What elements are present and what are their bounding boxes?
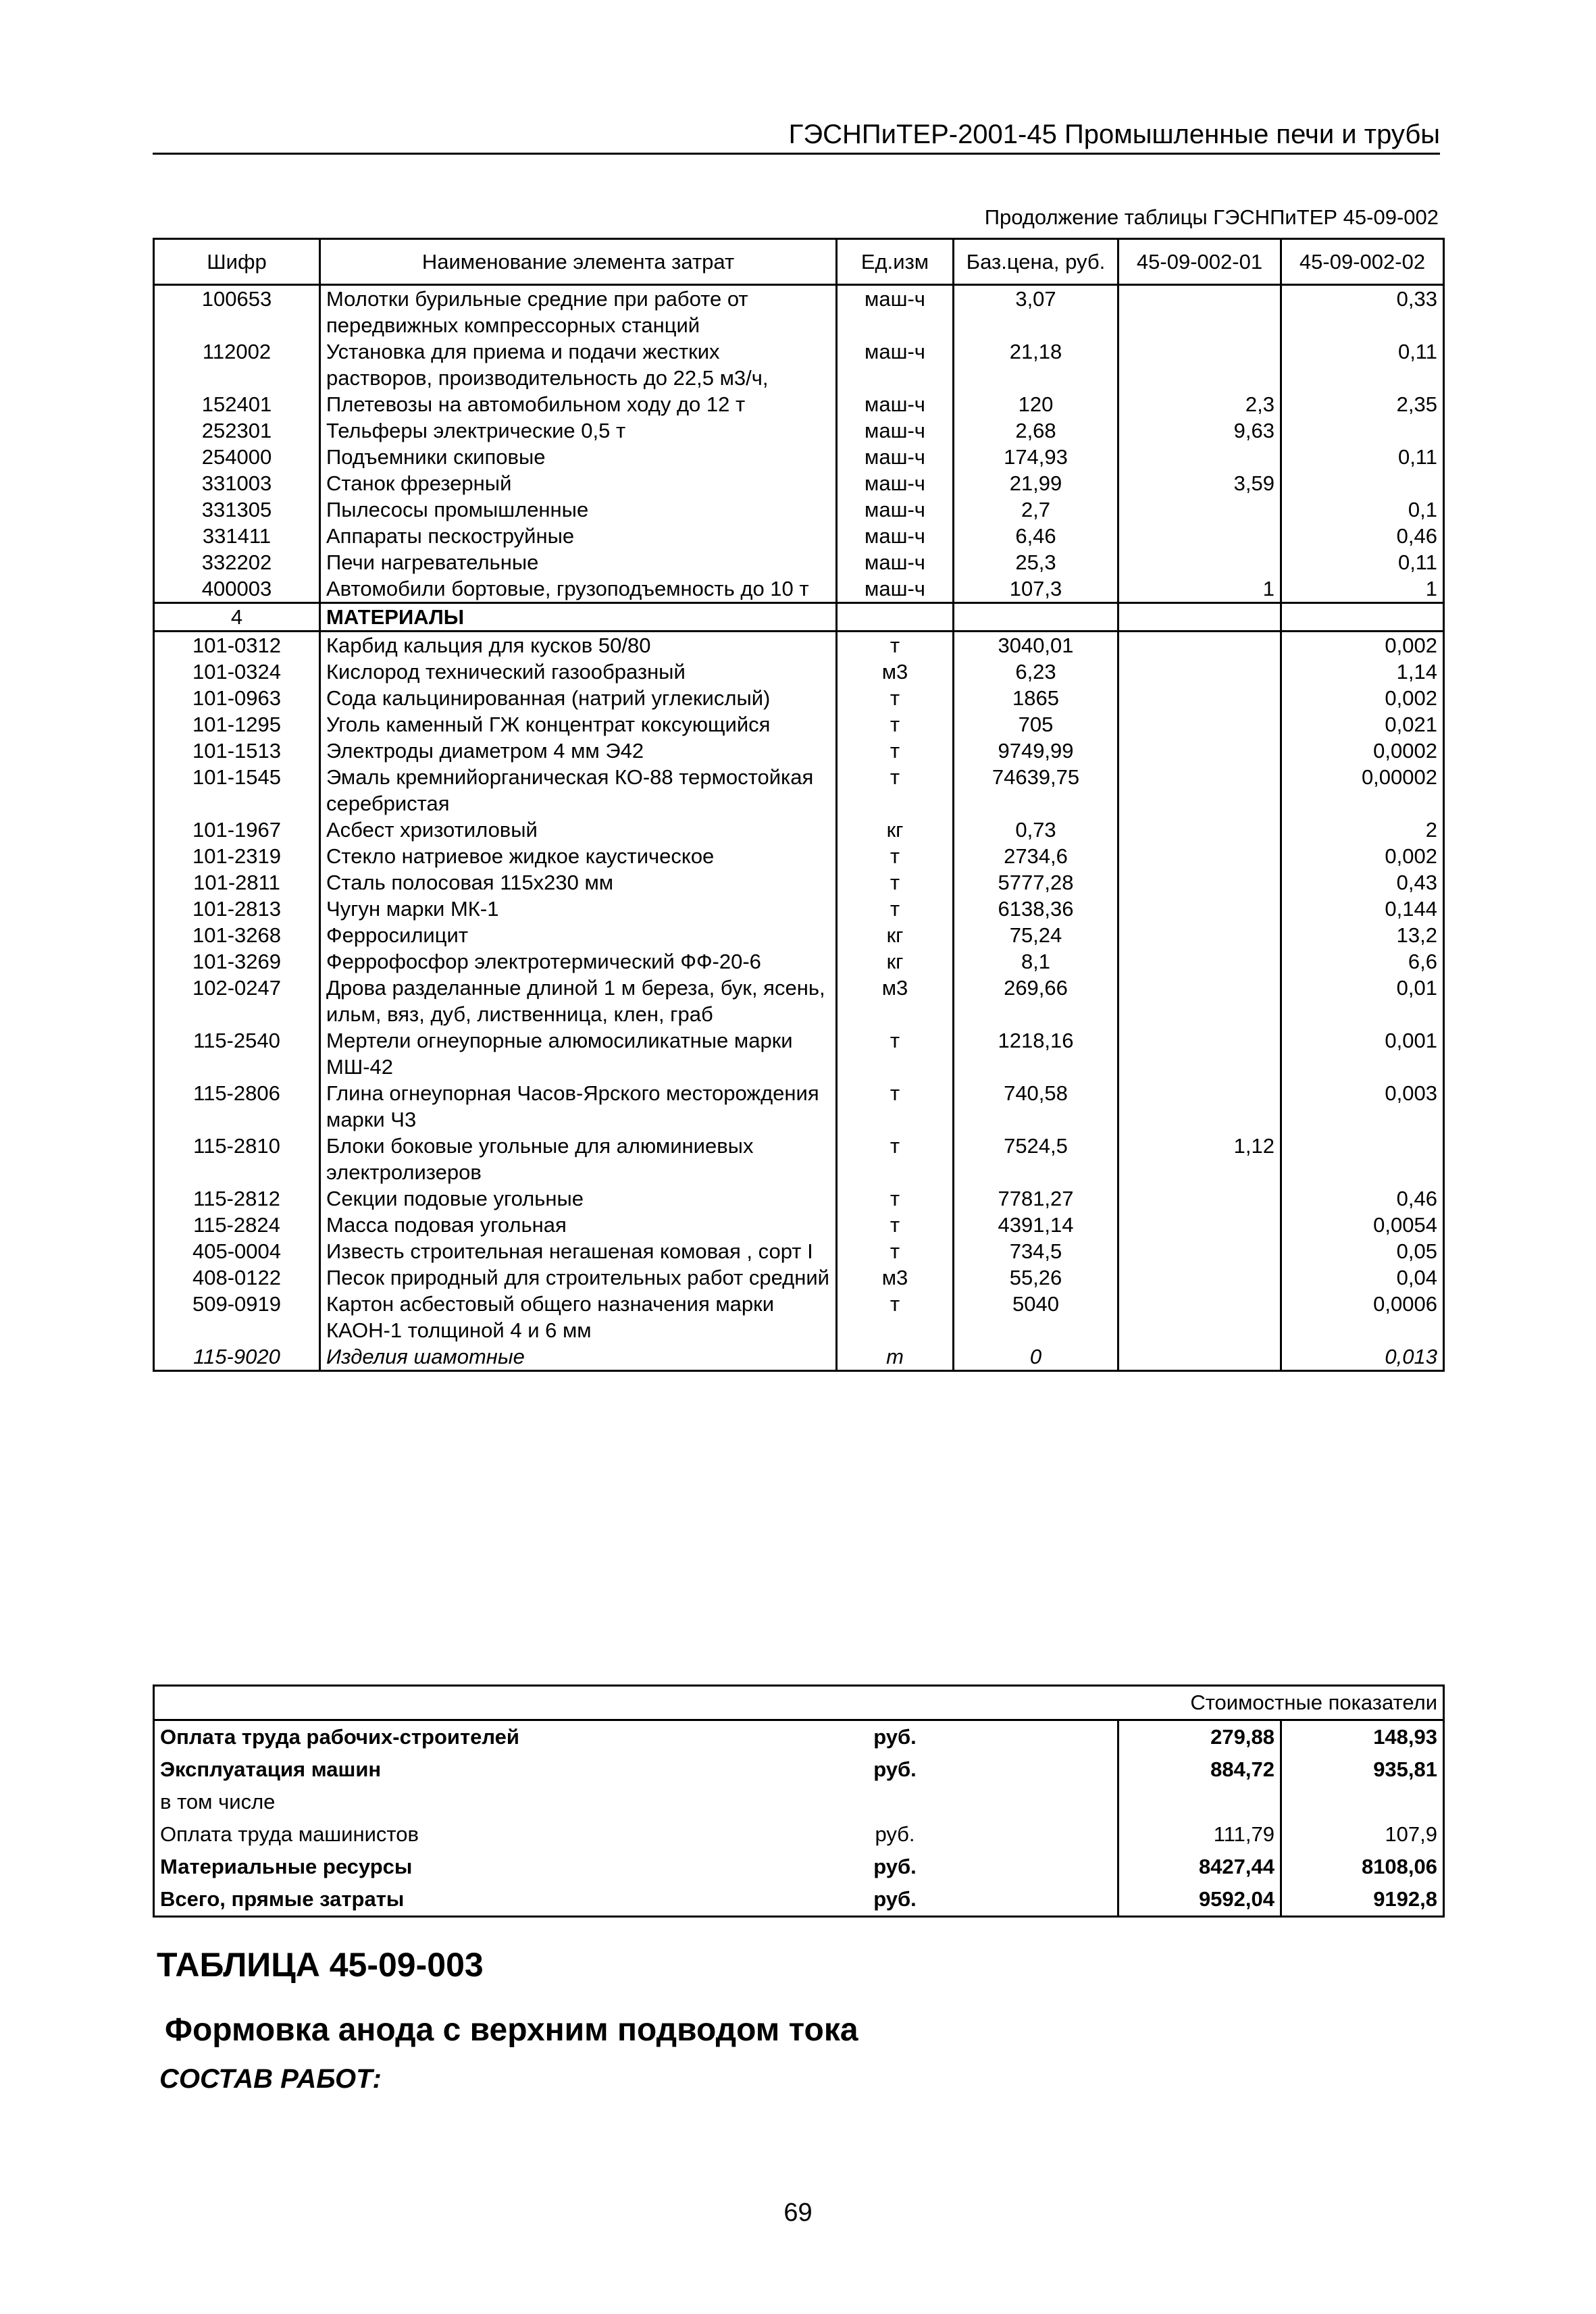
cell-unit: маш-ч (837, 523, 954, 549)
summary-norm-01: 9592,04 (1118, 1883, 1281, 1917)
cell-norm-02 (1281, 417, 1444, 444)
cell-code: 400003 (154, 575, 320, 603)
cell-name: Станок фрезерный (320, 470, 837, 496)
cell-norm-02: 0,11 (1281, 549, 1444, 575)
cell-norm-01 (1118, 922, 1281, 948)
next-table-subtitle: Формовка анода с верхним подводом тока (165, 2012, 858, 2048)
cell-unit: м3 (837, 1264, 954, 1291)
cell-code: 101-3269 (154, 948, 320, 975)
cell-name: Сталь полосовая 115х230 мм (320, 869, 837, 896)
cell-name: Аппараты пескоструйные (320, 523, 837, 549)
cell-name: Глина огнеупорная Часов-Ярского месторождения марки Ч3 (320, 1080, 837, 1133)
cell-name: Мертели огнеупорные алюмосиликатные марки МШ-42 (320, 1027, 837, 1080)
cell-name: Карбид кальция для кусков 50/80 (320, 632, 837, 659)
cell-unit: маш-ч (837, 575, 954, 603)
cell-code: 152401 (154, 391, 320, 417)
cell-price: 8,1 (954, 948, 1118, 975)
cell-price: 2,68 (954, 417, 1118, 444)
col-header-price: Баз.цена, руб. (954, 239, 1118, 285)
summary-spacer (954, 1753, 1118, 1786)
cell-norm-01 (1118, 711, 1281, 738)
cell-price: 1865 (954, 685, 1118, 711)
cell-name: Автомобили бортовые, грузоподъемность до 10 т (320, 575, 837, 603)
cell-price: 174,93 (954, 444, 1118, 470)
cell-name: Известь строительная негашеная комовая , сорт I (320, 1238, 837, 1264)
cell-norm-02: 0,002 (1281, 843, 1444, 869)
table-body (154, 285, 1444, 1371)
table-row (154, 444, 1444, 470)
summary-row (154, 1720, 1444, 1754)
col-header-norm-02: 45-09-002-02 (1281, 239, 1444, 285)
cell-name: Стекло натриевое жидкое каустическое (320, 843, 837, 869)
cell-norm-02: 0,144 (1281, 896, 1444, 922)
table-row (154, 711, 1444, 738)
cell-code: 331003 (154, 470, 320, 496)
cell-norm-01 (1118, 764, 1281, 817)
table-row (154, 1291, 1444, 1343)
table-row (154, 496, 1444, 523)
cell-price: 740,58 (954, 1080, 1118, 1133)
cell-name: Подъемники скиповые (320, 444, 837, 470)
cell-name: Сода кальцинированная (натрий углекислый) (320, 685, 837, 711)
resource-table (153, 238, 1445, 1372)
cell-norm-02: 6,6 (1281, 948, 1444, 975)
cell-unit: маш-ч (837, 285, 954, 339)
cell-norm-02: 0,0006 (1281, 1291, 1444, 1343)
cell-unit: т (837, 738, 954, 764)
summary-norm-02: 148,93 (1281, 1720, 1444, 1754)
cell-norm-02: 0,0002 (1281, 738, 1444, 764)
cell-unit: т (837, 1291, 954, 1343)
table-row (154, 948, 1444, 975)
cell-norm-01 (1118, 1238, 1281, 1264)
cell-name: Тельферы электрические 0,5 т (320, 417, 837, 444)
cell-norm-02 (1281, 470, 1444, 496)
cell-norm-02: 0,05 (1281, 1238, 1444, 1264)
table-row (154, 738, 1444, 764)
cell-price: 4391,14 (954, 1212, 1118, 1238)
cell-price (954, 603, 1118, 632)
cell-norm-02: 0,11 (1281, 338, 1444, 391)
cell-norm-02: 0,002 (1281, 632, 1444, 659)
cell-norm-01 (1118, 896, 1281, 922)
cell-name: МАТЕРИАЛЫ (320, 603, 837, 632)
summary-norm-01 (1118, 1786, 1281, 1818)
cell-unit: т (837, 711, 954, 738)
cell-unit: т (837, 869, 954, 896)
cell-name: Секции подовые угольные (320, 1185, 837, 1212)
cell-name: Изделия шамотные (320, 1343, 837, 1371)
cell-unit: м3 (837, 975, 954, 1027)
cell-norm-01: 9,63 (1118, 417, 1281, 444)
cell-norm-01 (1118, 1291, 1281, 1343)
summary-label: Оплата труда рабочих-строителей (160, 1725, 519, 1749)
cell-norm-01: 2,3 (1118, 391, 1281, 417)
cell-price: 3,07 (954, 285, 1118, 339)
cell-name: Уголь каменный ГЖ концентрат коксующийся (320, 711, 837, 738)
cell-norm-01 (1118, 1264, 1281, 1291)
table-row (154, 843, 1444, 869)
cell-code: 115-2810 (154, 1133, 320, 1185)
cell-code: 254000 (154, 444, 320, 470)
cell-code: 332202 (154, 549, 320, 575)
cell-code: 115-2540 (154, 1027, 320, 1080)
cell-name: Асбест хризотиловый (320, 817, 837, 843)
cell-norm-01 (1118, 817, 1281, 843)
cell-unit: т (837, 1212, 954, 1238)
cell-price: 74639,75 (954, 764, 1118, 817)
cell-norm-02: 0,1 (1281, 496, 1444, 523)
table-row (154, 1027, 1444, 1080)
cell-unit: маш-ч (837, 391, 954, 417)
summary-norm-01: 8427,44 (1118, 1851, 1281, 1883)
cell-price: 705 (954, 711, 1118, 738)
cell-code: 405-0004 (154, 1238, 320, 1264)
cell-norm-01 (1118, 603, 1281, 632)
cell-price: 5040 (954, 1291, 1118, 1343)
table-row (154, 869, 1444, 896)
cell-name: Блоки боковые угольные для алюминиевых электролизеров (320, 1133, 837, 1185)
cell-name: Печи нагревательные (320, 549, 837, 575)
cell-name: Установка для приема и подачи жестких растворов, производительность до 22,5 м3/ч, (320, 338, 837, 391)
cell-unit: т (837, 632, 954, 659)
cell-price: 0 (954, 1343, 1118, 1371)
cell-norm-02: 0,003 (1281, 1080, 1444, 1133)
continuation-note: Продолжение таблицы ГЭСНПиТЕР 45-09-002 (984, 205, 1439, 229)
cell-code: 101-1295 (154, 711, 320, 738)
cell-unit: маш-ч (837, 496, 954, 523)
summary-label: Всего, прямые затраты (160, 1887, 405, 1911)
cell-code: 101-3268 (154, 922, 320, 948)
col-header-unit: Ед.изм (837, 239, 954, 285)
cell-unit: маш-ч (837, 444, 954, 470)
summary-label: Материальные ресурсы (160, 1855, 413, 1878)
cell-code: 331411 (154, 523, 320, 549)
cell-price: 734,5 (954, 1238, 1118, 1264)
cell-name: Эмаль кремнийорганическая КО-88 термостойкая серебристая (320, 764, 837, 817)
cell-name: Электроды диаметром 4 мм Э42 (320, 738, 837, 764)
cell-price: 75,24 (954, 922, 1118, 948)
cell-code: 100653 (154, 285, 320, 339)
cell-unit: маш-ч (837, 338, 954, 391)
page-header: ГЭСНПиТЕР-2001-45 Промышленные печи и трубы (153, 116, 1440, 155)
summary-row (154, 1753, 1444, 1786)
section-row (154, 603, 1444, 632)
summary-norm-02: 935,81 (1281, 1753, 1444, 1786)
table-row (154, 1238, 1444, 1264)
cell-name: Ферросилицит (320, 922, 837, 948)
cell-price: 120 (954, 391, 1118, 417)
cell-code: 331305 (154, 496, 320, 523)
cell-unit (837, 603, 954, 632)
summary-header: Стоимостные показатели (154, 1686, 1444, 1720)
cell-unit: кг (837, 948, 954, 975)
cell-code: 115-2824 (154, 1212, 320, 1238)
cell-code: 101-1545 (154, 764, 320, 817)
cell-norm-01 (1118, 1027, 1281, 1080)
cell-norm-01 (1118, 869, 1281, 896)
cell-norm-02: 1 (1281, 575, 1444, 603)
cell-code: 115-9020 (154, 1343, 320, 1371)
summary-spacer (954, 1851, 1118, 1883)
cell-unit: маш-ч (837, 549, 954, 575)
table-row (154, 896, 1444, 922)
summary-row (154, 1786, 1444, 1818)
cell-price: 9749,99 (954, 738, 1118, 764)
cell-code: 101-2319 (154, 843, 320, 869)
next-table-title: ТАБЛИЦА 45-09-003 (157, 1946, 484, 1984)
cell-code: 101-1967 (154, 817, 320, 843)
cell-unit: т (837, 685, 954, 711)
cell-norm-01 (1118, 1185, 1281, 1212)
cell-price: 6138,36 (954, 896, 1118, 922)
cell-norm-02: 0,43 (1281, 869, 1444, 896)
table-row (154, 1264, 1444, 1291)
table-row (154, 523, 1444, 549)
cell-unit: м3 (837, 659, 954, 685)
summary-spacer (954, 1786, 1118, 1818)
cell-norm-02: 2 (1281, 817, 1444, 843)
table-row (154, 470, 1444, 496)
summary-norm-02: 107,9 (1281, 1818, 1444, 1851)
cell-norm-01 (1118, 338, 1281, 391)
summary-row (154, 1851, 1444, 1883)
cell-name: Кислород технический газообразный (320, 659, 837, 685)
cell-code: 101-0324 (154, 659, 320, 685)
summary-norm-01: 111,79 (1118, 1818, 1281, 1851)
cell-price: 21,18 (954, 338, 1118, 391)
table-row (154, 685, 1444, 711)
cell-code: 509-0919 (154, 1291, 320, 1343)
cell-unit: т (837, 1185, 954, 1212)
table-row (154, 922, 1444, 948)
cell-price: 2,7 (954, 496, 1118, 523)
cell-price: 3040,01 (954, 632, 1118, 659)
cell-norm-02: 0,33 (1281, 285, 1444, 339)
col-header-norm-01: 45-09-002-01 (1118, 239, 1281, 285)
table-row (154, 817, 1444, 843)
cell-code: 101-1513 (154, 738, 320, 764)
cell-unit: т (837, 1080, 954, 1133)
cell-norm-02: 1,14 (1281, 659, 1444, 685)
cell-price: 7781,27 (954, 1185, 1118, 1212)
cell-unit: т (837, 1343, 954, 1371)
summary-row (154, 1883, 1444, 1917)
cell-name: Плетевозы на автомобильном ходу до 12 т (320, 391, 837, 417)
table-row (154, 549, 1444, 575)
cell-norm-01 (1118, 1212, 1281, 1238)
summary-header-row (154, 1686, 1444, 1720)
summary-row (154, 1818, 1444, 1851)
table-row (154, 575, 1444, 603)
cell-norm-02: 0,46 (1281, 523, 1444, 549)
table-row (154, 417, 1444, 444)
cell-norm-02: 13,2 (1281, 922, 1444, 948)
cell-code: 101-2811 (154, 869, 320, 896)
summary-norm-01: 279,88 (1118, 1720, 1281, 1754)
cell-code: 115-2812 (154, 1185, 320, 1212)
summary-spacer (954, 1818, 1118, 1851)
cell-name: Чугун марки МК-1 (320, 896, 837, 922)
summary-label: в том числе (160, 1790, 276, 1814)
cell-norm-01: 1 (1118, 575, 1281, 603)
summary-unit: руб. (873, 1725, 917, 1749)
cell-code: 101-0312 (154, 632, 320, 659)
cell-code: 408-0122 (154, 1264, 320, 1291)
cell-price: 25,3 (954, 549, 1118, 575)
cell-unit: маш-ч (837, 470, 954, 496)
page-number: 69 (783, 2199, 813, 2227)
cell-norm-01 (1118, 1080, 1281, 1133)
cell-norm-02: 0,021 (1281, 711, 1444, 738)
summary-spacer (954, 1720, 1118, 1754)
summary-norm-01: 884,72 (1118, 1753, 1281, 1786)
summary-body (154, 1686, 1444, 1917)
cell-norm-02: 0,013 (1281, 1343, 1444, 1371)
table-row (154, 764, 1444, 817)
cell-code: 112002 (154, 338, 320, 391)
cell-norm-01 (1118, 549, 1281, 575)
summary-label: Оплата труда машинистов (160, 1822, 419, 1846)
summary-norm-02: 9192,8 (1281, 1883, 1444, 1917)
summary-label: Эксплуатация машин (160, 1757, 382, 1781)
cell-price: 21,99 (954, 470, 1118, 496)
cell-norm-02: 0,01 (1281, 975, 1444, 1027)
cell-unit: маш-ч (837, 417, 954, 444)
cell-norm-02 (1281, 1133, 1444, 1185)
cell-norm-02: 0,0054 (1281, 1212, 1444, 1238)
cell-price: 2734,6 (954, 843, 1118, 869)
table-row (154, 1185, 1444, 1212)
summary-unit (837, 1786, 954, 1818)
cell-norm-01 (1118, 948, 1281, 975)
cell-norm-01: 3,59 (1118, 470, 1281, 496)
cell-price: 269,66 (954, 975, 1118, 1027)
cell-name: Масса подовая угольная (320, 1212, 837, 1238)
summary-unit: руб. (873, 1855, 917, 1878)
summary-unit: руб. (873, 1757, 917, 1781)
table-row (154, 975, 1444, 1027)
cell-unit: кг (837, 817, 954, 843)
cell-unit: кг (837, 922, 954, 948)
cost-summary-table (153, 1685, 1445, 1918)
summary-norm-02: 8108,06 (1281, 1851, 1444, 1883)
cell-code: 101-0963 (154, 685, 320, 711)
summary-norm-02 (1281, 1786, 1444, 1818)
cell-name: Пылесосы промышленные (320, 496, 837, 523)
table-header-row (154, 239, 1444, 285)
table-row (154, 1080, 1444, 1133)
cell-code: 115-2806 (154, 1080, 320, 1133)
table-row (154, 1212, 1444, 1238)
summary-unit: руб. (873, 1887, 917, 1911)
cell-norm-01 (1118, 285, 1281, 339)
cell-price: 5777,28 (954, 869, 1118, 896)
cell-name: Молотки бурильные средние при работе от передвижных компрессорных станций (320, 285, 837, 339)
cell-unit: т (837, 1133, 954, 1185)
cell-norm-02: 0,001 (1281, 1027, 1444, 1080)
cell-norm-01 (1118, 975, 1281, 1027)
cell-norm-02: 0,002 (1281, 685, 1444, 711)
col-header-code: Шифр (154, 239, 320, 285)
cell-price: 6,23 (954, 659, 1118, 685)
cell-norm-02: 0,11 (1281, 444, 1444, 470)
cell-norm-02: 0,00002 (1281, 764, 1444, 817)
cell-unit: т (837, 764, 954, 817)
cell-unit: т (837, 896, 954, 922)
cell-norm-02: 0,46 (1281, 1185, 1444, 1212)
cell-norm-01 (1118, 843, 1281, 869)
summary-unit: руб. (875, 1822, 915, 1846)
table-row (154, 338, 1444, 391)
cell-norm-01 (1118, 632, 1281, 659)
table-row (154, 285, 1444, 339)
cell-price: 7524,5 (954, 1133, 1118, 1185)
cell-norm-01 (1118, 685, 1281, 711)
cell-code: 252301 (154, 417, 320, 444)
cell-unit: т (837, 1027, 954, 1080)
cell-price: 107,3 (954, 575, 1118, 603)
cell-norm-01 (1118, 738, 1281, 764)
cell-norm-01 (1118, 523, 1281, 549)
cell-price: 1218,16 (954, 1027, 1118, 1080)
cell-norm-02: 2,35 (1281, 391, 1444, 417)
cell-name: Картон асбестовый общего назначения марки КАОН-1 толщиной 4 и 6 мм (320, 1291, 837, 1343)
cell-price: 55,26 (954, 1264, 1118, 1291)
table-row (154, 1133, 1444, 1185)
cell-norm-01 (1118, 659, 1281, 685)
cell-norm-02: 0,04 (1281, 1264, 1444, 1291)
table-row (154, 1343, 1444, 1371)
cell-norm-01: 1,12 (1118, 1133, 1281, 1185)
summary-spacer (954, 1883, 1118, 1917)
cell-norm-01 (1118, 496, 1281, 523)
table-row (154, 391, 1444, 417)
table-row (154, 632, 1444, 659)
work-composition-heading: СОСТАВ РАБОТ: (159, 2064, 382, 2094)
cell-unit: т (837, 843, 954, 869)
cell-name: Песок природный для строительных работ средний (320, 1264, 837, 1291)
cell-unit: т (837, 1238, 954, 1264)
cell-name: Дрова разделанные длиной 1 м береза, бук, ясень, ильм, вяз, дуб, лиственница, клен, граб (320, 975, 837, 1027)
cell-norm-01 (1118, 444, 1281, 470)
cell-norm-01 (1118, 1343, 1281, 1371)
cell-code: 4 (154, 603, 320, 632)
cell-price: 6,46 (954, 523, 1118, 549)
cell-name: Феррофосфор электротермический ФФ-20-6 (320, 948, 837, 975)
cell-norm-02 (1281, 603, 1444, 632)
cell-code: 101-2813 (154, 896, 320, 922)
table-row (154, 659, 1444, 685)
cell-price: 0,73 (954, 817, 1118, 843)
cell-code: 102-0247 (154, 975, 320, 1027)
col-header-name: Наименование элемента затрат (320, 239, 837, 285)
